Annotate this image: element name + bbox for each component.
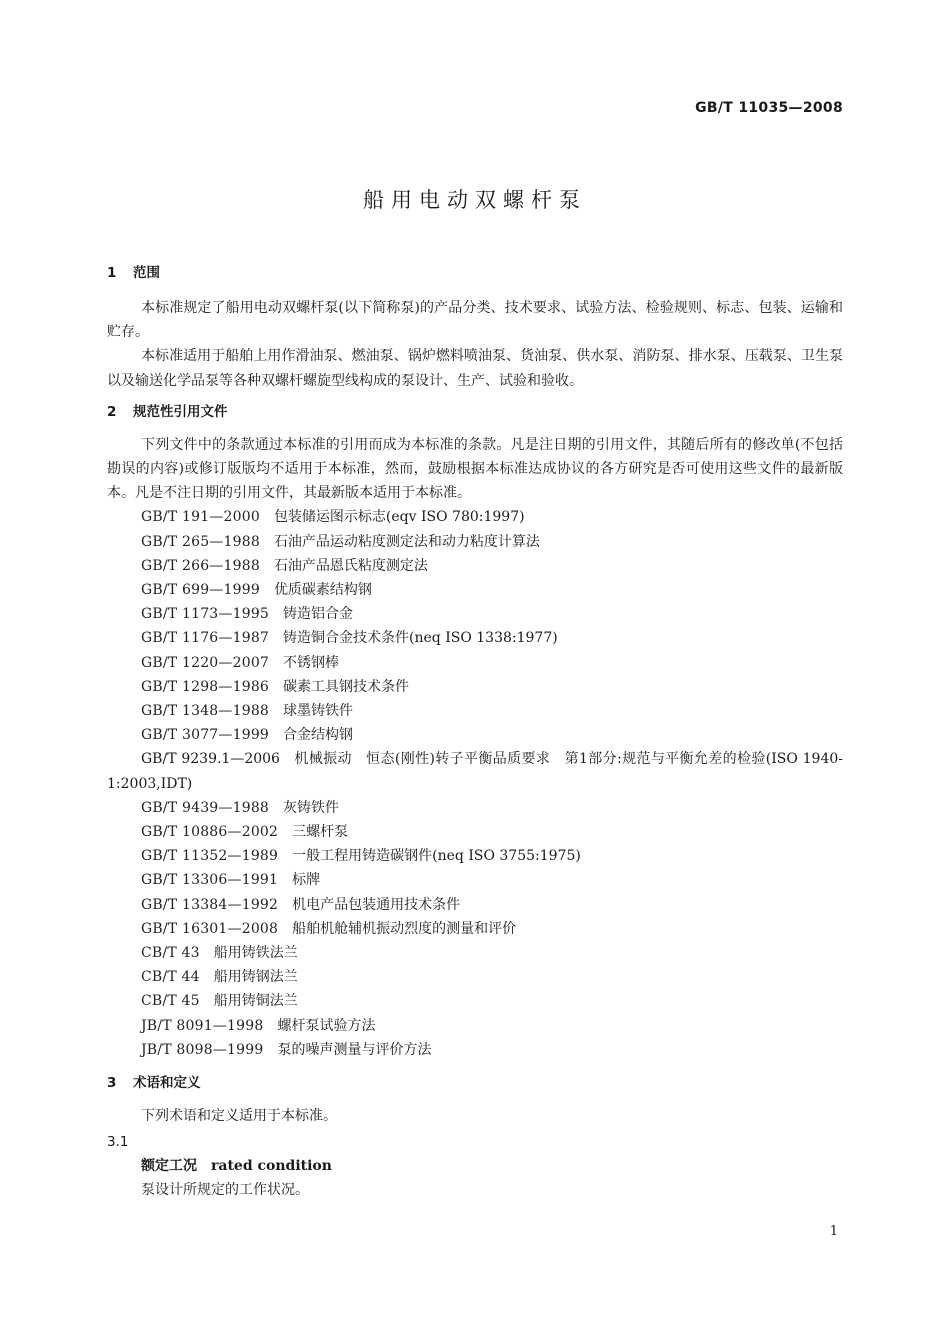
reference-title: 铸造铜合金技术条件(neq ISO 1338:1977) [283, 630, 558, 647]
reference-code: CB/T 45 [141, 993, 200, 1010]
reference-code: GB/T 1176—1987 [141, 630, 270, 647]
reference-item [107, 820, 843, 844]
reference-code: GB/T 1220—2007 [141, 654, 270, 671]
reference-item [107, 699, 843, 723]
section-title: 范围 [133, 265, 160, 281]
reference-code: JB/T 8091—1998 [141, 1017, 264, 1034]
reference-title: 螺杆泵试验方法 [277, 1017, 376, 1034]
reference-title: 灰铸铁件 [283, 799, 340, 816]
reference-code: GB/T 1348—1988 [141, 703, 270, 720]
reference-title: 优质碳素结构钢 [273, 582, 372, 599]
reference-code: CB/T 43 [141, 945, 200, 962]
section-number: 1 [107, 265, 117, 281]
reference-item [107, 505, 843, 529]
reference-title: 船用铸铜法兰 [213, 993, 298, 1010]
reference-code: GB/T 16301—2008 [141, 920, 279, 937]
reference-title: 标牌 [292, 872, 321, 889]
reference-code: GB/T 13384—1992 [141, 896, 279, 913]
reference-item [107, 1014, 843, 1038]
reference-title: 不锈钢棒 [283, 654, 340, 671]
reference-item [107, 893, 843, 917]
scope-paragraph-1: 本标准规定了船用电动双螺杆泵(以下简称泵)的产品分类、技术要求、试验方法、检验规则、标志、包装、运输和贮存。 [107, 300, 843, 341]
reference-code: JB/T 8098—1999 [141, 1041, 264, 1058]
reference-code: GB/T 11352—1989 [141, 848, 279, 865]
reference-item [107, 530, 843, 554]
reference-item [107, 723, 843, 747]
term-definition: 泵设计所规定的工作状况。 [141, 1182, 309, 1199]
reference-item [107, 941, 843, 965]
reference-item [107, 989, 843, 1013]
reference-item [107, 675, 843, 699]
document-title: 船用电动双螺杆泵 [363, 188, 587, 212]
reference-title: 泵的噪声测量与评价方法 [277, 1041, 432, 1058]
reference-code: GB/T 191—2000 [141, 509, 260, 526]
reference-item [107, 554, 843, 578]
reference-item [107, 965, 843, 989]
reference-code: GB/T 13306—1991 [141, 872, 279, 889]
reference-title: 合金结构钢 [283, 727, 354, 744]
scope-paragraph-2: 本标准适用于船舶上用作滑油泵、燃油泵、锅炉燃料喷油泵、货油泵、供水泵、消防泵、排水泵、压载泵、卫生泵以及输送化学品泵等各种双螺杆螺旋型线构成的泵设计、生产、试验和验收。 [107, 348, 843, 389]
reference-item [107, 1038, 843, 1062]
reference-item [107, 844, 843, 868]
reference-code: GB/T 9239.1—2006 [141, 751, 280, 768]
term-chinese: 额定工况 [141, 1158, 197, 1175]
section-2-heading [107, 401, 843, 423]
reference-item [107, 868, 843, 892]
references-intro: 下列文件中的条款通过本标准的引用而成为本标准的条款。凡是注日期的引用文件，其随后所有的修改单(不包括勘误的内容)或修订版版均不适用于本标准，然而，鼓励根据本标准达成协议的各方研究是否可使用这些文件的最新版本。凡是不注日期的引用文件，其最新版本适用于本标准。 [107, 436, 843, 502]
reference-code: GB/T 9439—1988 [141, 799, 270, 816]
reference-title: 船舶机舱辅机振动烈度的测量和评价 [292, 920, 517, 937]
document-body [107, 262, 843, 1202]
reference-title: 船用铸钢法兰 [213, 969, 298, 986]
reference-title: 包装储运图示标志(eqv ISO 780:1997) [273, 509, 525, 526]
term-number: 3.1 [107, 1134, 129, 1151]
reference-code: GB/T 10886—2002 [141, 824, 279, 841]
page-number: 1 [829, 1224, 838, 1239]
reference-title: 铸造铝合金 [283, 606, 354, 623]
section-1-heading [107, 262, 843, 284]
section-3-heading [107, 1072, 843, 1094]
reference-code: GB/T 1173—1995 [141, 606, 270, 623]
reference-title: 机电产品包装通用技术条件 [292, 896, 461, 913]
standard-code: GB/T 11035—2008 [695, 100, 843, 116]
reference-code: GB/T 266—1988 [141, 557, 260, 574]
reference-item [107, 917, 843, 941]
reference-item [107, 578, 843, 602]
term-title [107, 1154, 843, 1178]
reference-code: GB/T 3077—1999 [141, 727, 270, 744]
section-title: 术语和定义 [133, 1075, 201, 1092]
reference-code: GB/T 265—1988 [141, 533, 260, 550]
reference-title: 三螺杆泵 [292, 824, 349, 841]
reference-title: 石油产品恩氏粘度测定法 [273, 557, 428, 574]
reference-code: CB/T 44 [141, 969, 200, 986]
reference-title: 机械振动 恒态(刚性)转子平衡品质要求 第1部分:规范与平衡允差的检验(ISO 1940-1:2003,IDT) [107, 751, 844, 792]
reference-item-long [107, 747, 843, 795]
reference-item [107, 651, 843, 675]
section-number: 2 [107, 403, 117, 420]
reference-item [107, 602, 843, 626]
reference-list [107, 505, 843, 1062]
reference-title: 球墨铸铁件 [283, 703, 354, 720]
reference-code: GB/T 699—1999 [141, 582, 260, 599]
reference-code: GB/T 1298—1986 [141, 678, 270, 695]
section-number: 3 [107, 1075, 117, 1092]
terms-intro: 下列术语和定义适用于本标准。 [141, 1108, 337, 1125]
reference-title: 碳素工具钢技术条件 [283, 678, 410, 695]
term-english: rated condition [211, 1158, 332, 1175]
reference-title: 石油产品运动粘度测定法和动力粘度计算法 [273, 533, 540, 550]
reference-title: 船用铸铁法兰 [213, 945, 298, 962]
reference-item [107, 796, 843, 820]
reference-item [107, 626, 843, 650]
section-title: 规范性引用文件 [133, 403, 228, 420]
reference-title: 一般工程用铸造碳钢件(neq ISO 3755:1975) [292, 848, 581, 865]
